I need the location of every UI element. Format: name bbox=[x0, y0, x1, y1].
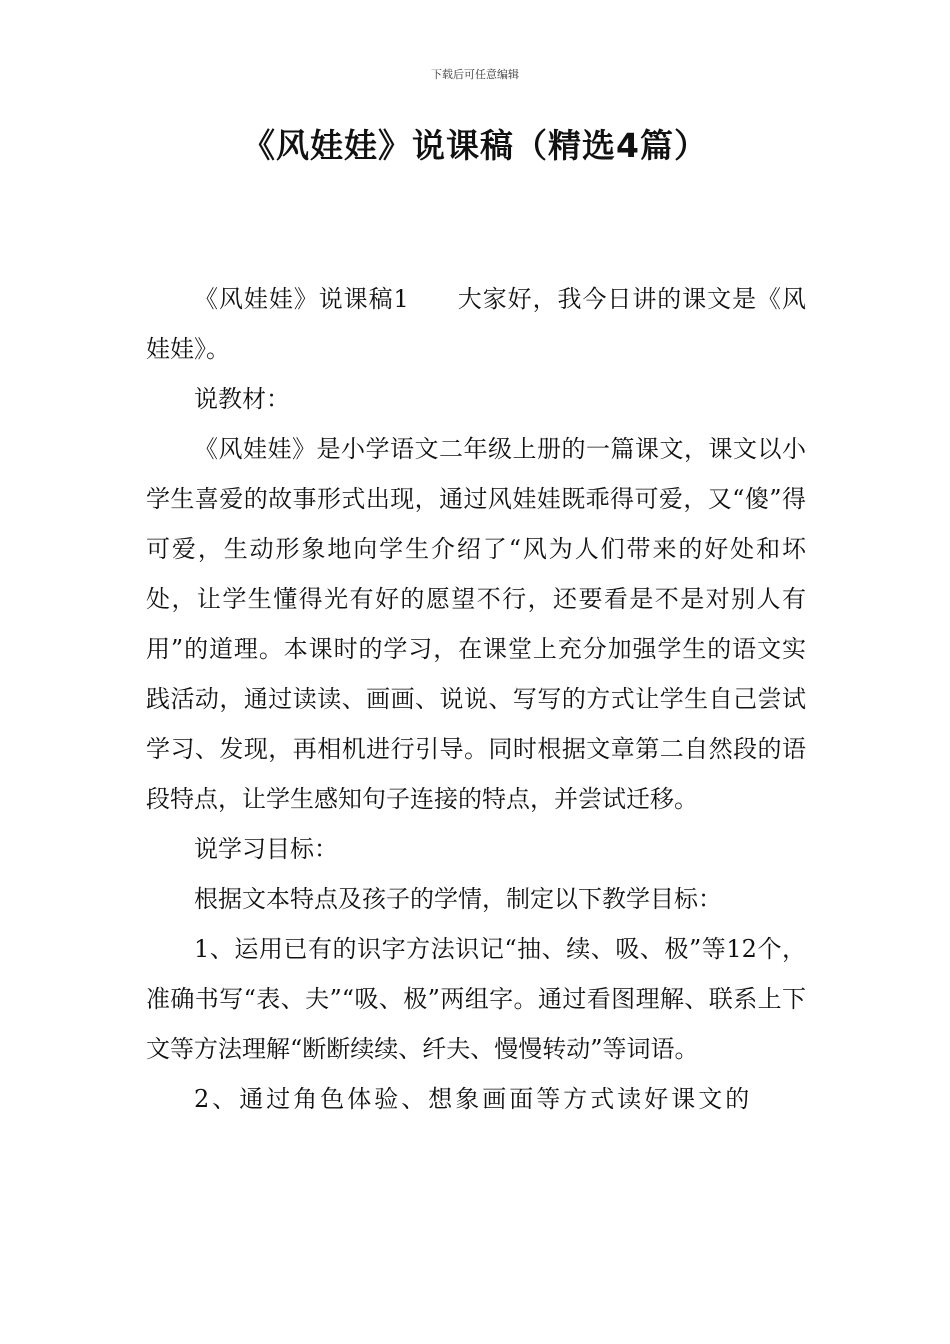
document-body bbox=[146, 274, 806, 1124]
paragraph: 2、通过角色体验、想象画面等方式读好课文的 bbox=[194, 1085, 753, 1113]
paragraph: 1、运用已有的识字方法识记“抽、续、吸、极”等12个，准确书写“表、夫”“吸、极”两组字。通过看图理解、联系上下文等方法理解“断断续续、纤夫、慢慢转动”等词语。 bbox=[146, 935, 806, 1063]
paragraph: 根据文本特点及孩子的学情，制定以下教学目标： bbox=[194, 885, 722, 913]
page-title: 《风娃娃》说课稿（精选4篇） bbox=[242, 126, 708, 165]
section-heading: 《风娃娃》说课稿1 bbox=[194, 285, 409, 313]
section-heading-paragraph bbox=[146, 274, 806, 374]
header-note: 下载后可任意编辑 bbox=[431, 68, 519, 81]
intro-text: 大家好，我今日讲的课文是《风娃娃》。 bbox=[146, 285, 806, 363]
paragraph: 说学习目标： bbox=[194, 835, 338, 863]
paragraph: 说教材： bbox=[194, 385, 290, 413]
paragraph: 《风娃娃》是小学语文二年级上册的一篇课文，课文以小学生喜爱的故事形式出现，通过风娃娃既乖得可爱，又“傻”得可爱，生动形象地向学生介绍了“风为人们带来的好处和坏处，让学生懂得光有好的愿望不行，还要看是不是对别人有用”的道理。本课时的学习，在课堂上充分加强学生的语文实践活动，通过读读、画画、说说、写写的方式让学生自己尝试学习、发现，再相机进行引导。同时根据文章第二自然段的语段特点，让学生感知句子连接的特点，并尝试迁移。 bbox=[146, 435, 806, 813]
